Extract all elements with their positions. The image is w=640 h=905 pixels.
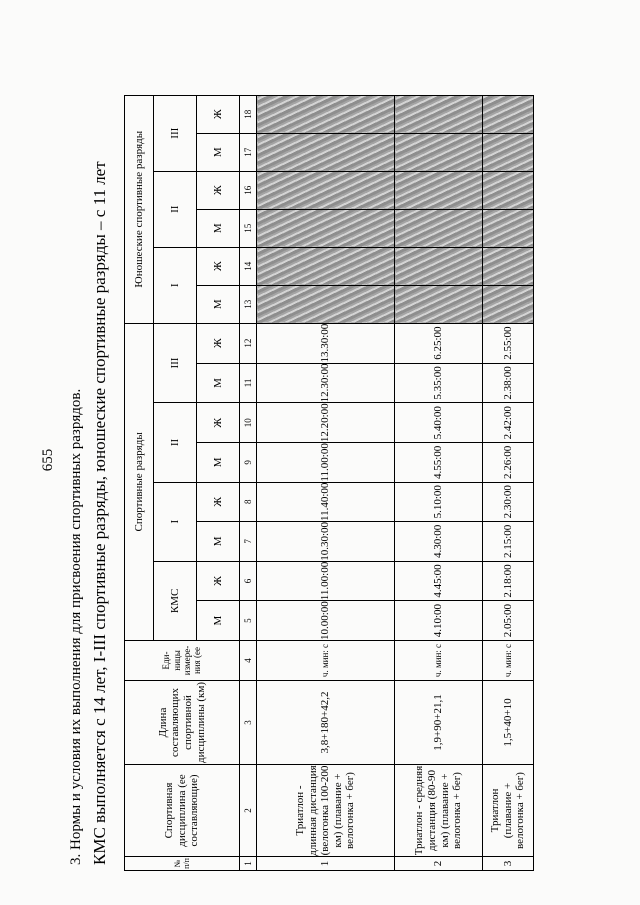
value-cell: 2.18:00	[483, 561, 534, 600]
shaded-cell	[395, 285, 483, 323]
value-cell: 2.30:00	[483, 482, 534, 521]
col-number: 11	[240, 363, 257, 403]
header-sport-ranks: Спортивные разряды	[125, 323, 154, 640]
age-requirement-heading: КМС выполняется с 14 лет, I-III спортивные разряды, юношеские спортивные разряды – с 11 лет	[90, 161, 109, 865]
norms-table	[124, 95, 534, 871]
header-female: Ж	[197, 482, 240, 521]
section-heading: 3. Нормы и условия их выполнения для присвоения спортивных разрядов.	[68, 388, 84, 865]
value-cell: 4.45:00	[395, 561, 483, 600]
value-cell: 4.10:00	[395, 601, 483, 641]
col-number: 3	[240, 681, 257, 765]
header-youth-ranks: Юношеские спортивные разряды	[125, 95, 154, 323]
value-cell: 12.30:00	[257, 363, 395, 403]
shaded-cell	[483, 171, 534, 209]
shaded-cell	[257, 95, 395, 133]
header-length: Длина составляющих спортивной дисциплины (км)	[125, 681, 240, 765]
row-unit: ч. мин: с	[483, 641, 534, 681]
col-number: 5	[240, 601, 257, 641]
table-row	[257, 95, 395, 870]
header-rank-2: II	[154, 403, 197, 482]
value-cell: 11.00:00	[257, 443, 395, 482]
value-cell: 2.42:00	[483, 403, 534, 443]
shaded-cell	[483, 247, 534, 285]
row-unit: ч. мин: с	[395, 641, 483, 681]
value-cell: 13.30:00	[257, 323, 395, 363]
shaded-cell	[257, 171, 395, 209]
shaded-cell	[395, 95, 483, 133]
header-female: Ж	[197, 323, 240, 363]
table-row	[483, 95, 534, 870]
header-discipline: Спортивная дисциплина (ее составляющие)	[125, 765, 240, 857]
header-male: М	[197, 443, 240, 482]
header-male: М	[197, 601, 240, 641]
row-num: 2	[395, 857, 483, 871]
header-youth-rank-2: II	[154, 171, 197, 247]
row-unit: ч. мин: с	[257, 641, 395, 681]
header-female: Ж	[197, 247, 240, 285]
row-discipline: Триатлон - длинная дистанция (велогонка 100-200 км) (плавание + велогонка + бег)	[257, 765, 395, 857]
row-length: 1,5+40+10	[483, 681, 534, 765]
value-cell: 2.38:00	[483, 363, 534, 403]
col-number: 17	[240, 133, 257, 171]
header-num: № п/п	[125, 857, 240, 871]
col-number: 12	[240, 323, 257, 363]
shaded-cell	[483, 133, 534, 171]
shaded-cell	[483, 285, 534, 323]
value-cell: 2.05:00	[483, 601, 534, 641]
header-rank-1: I	[154, 482, 197, 561]
shaded-cell	[395, 247, 483, 285]
value-cell: 5.40:00	[395, 403, 483, 443]
value-cell: 2.15:00	[483, 521, 534, 561]
row-num: 3	[483, 857, 534, 871]
header-male: М	[197, 209, 240, 247]
header-female: Ж	[197, 171, 240, 209]
table-row	[395, 95, 483, 870]
shaded-cell	[395, 171, 483, 209]
col-number: 13	[240, 285, 257, 323]
header-kms: КМС	[154, 561, 197, 640]
col-number: 9	[240, 443, 257, 482]
col-number: 10	[240, 403, 257, 443]
value-cell: 6.25:00	[395, 323, 483, 363]
shaded-cell	[483, 95, 534, 133]
value-cell: 12.20:00	[257, 403, 395, 443]
header-youth-rank-1: I	[154, 247, 197, 323]
col-number: 2	[240, 765, 257, 857]
row-length: 3,8+180+42,2	[257, 681, 395, 765]
header-rank-3: III	[154, 323, 197, 403]
col-number: 8	[240, 482, 257, 521]
header-female: Ж	[197, 403, 240, 443]
col-number: 15	[240, 209, 257, 247]
header-female: Ж	[197, 95, 240, 133]
col-number: 16	[240, 171, 257, 209]
value-cell: 11.40:00	[257, 482, 395, 521]
header-female: Ж	[197, 561, 240, 600]
value-cell: 10.30:00	[257, 521, 395, 561]
shaded-cell	[257, 209, 395, 247]
header-youth-rank-3: III	[154, 95, 197, 171]
row-discipline: Триатлон - средняя дистанция (80-90 км) (плавание + велогонка + бег)	[395, 765, 483, 857]
col-number: 14	[240, 247, 257, 285]
row-num: 1	[257, 857, 395, 871]
shaded-cell	[257, 285, 395, 323]
header-unit: Еди- ницы измере- ния (ее	[125, 641, 240, 681]
col-number: 6	[240, 561, 257, 600]
shaded-cell	[483, 209, 534, 247]
page-number: 655	[40, 448, 56, 472]
value-cell: 2.26:00	[483, 443, 534, 482]
header-male: М	[197, 521, 240, 561]
shaded-cell	[395, 209, 483, 247]
value-cell: 10.00:00	[257, 601, 395, 641]
col-number: 1	[240, 857, 257, 871]
shaded-cell	[257, 247, 395, 285]
header-male: М	[197, 285, 240, 323]
value-cell: 11.00:00	[257, 561, 395, 600]
col-number: 18	[240, 95, 257, 133]
header-male: М	[197, 363, 240, 403]
row-discipline: Триатлон (плавание + велогонка + бег)	[483, 765, 534, 857]
col-number: 4	[240, 641, 257, 681]
row-length: 1,9+90+21,1	[395, 681, 483, 765]
value-cell: 5.10:00	[395, 482, 483, 521]
value-cell: 4.30:00	[395, 521, 483, 561]
header-male: М	[197, 133, 240, 171]
value-cell: 4.55:00	[395, 443, 483, 482]
value-cell: 5.35:00	[395, 363, 483, 403]
shaded-cell	[395, 133, 483, 171]
shaded-cell	[257, 133, 395, 171]
value-cell: 2.55:00	[483, 323, 534, 363]
col-number: 7	[240, 521, 257, 561]
